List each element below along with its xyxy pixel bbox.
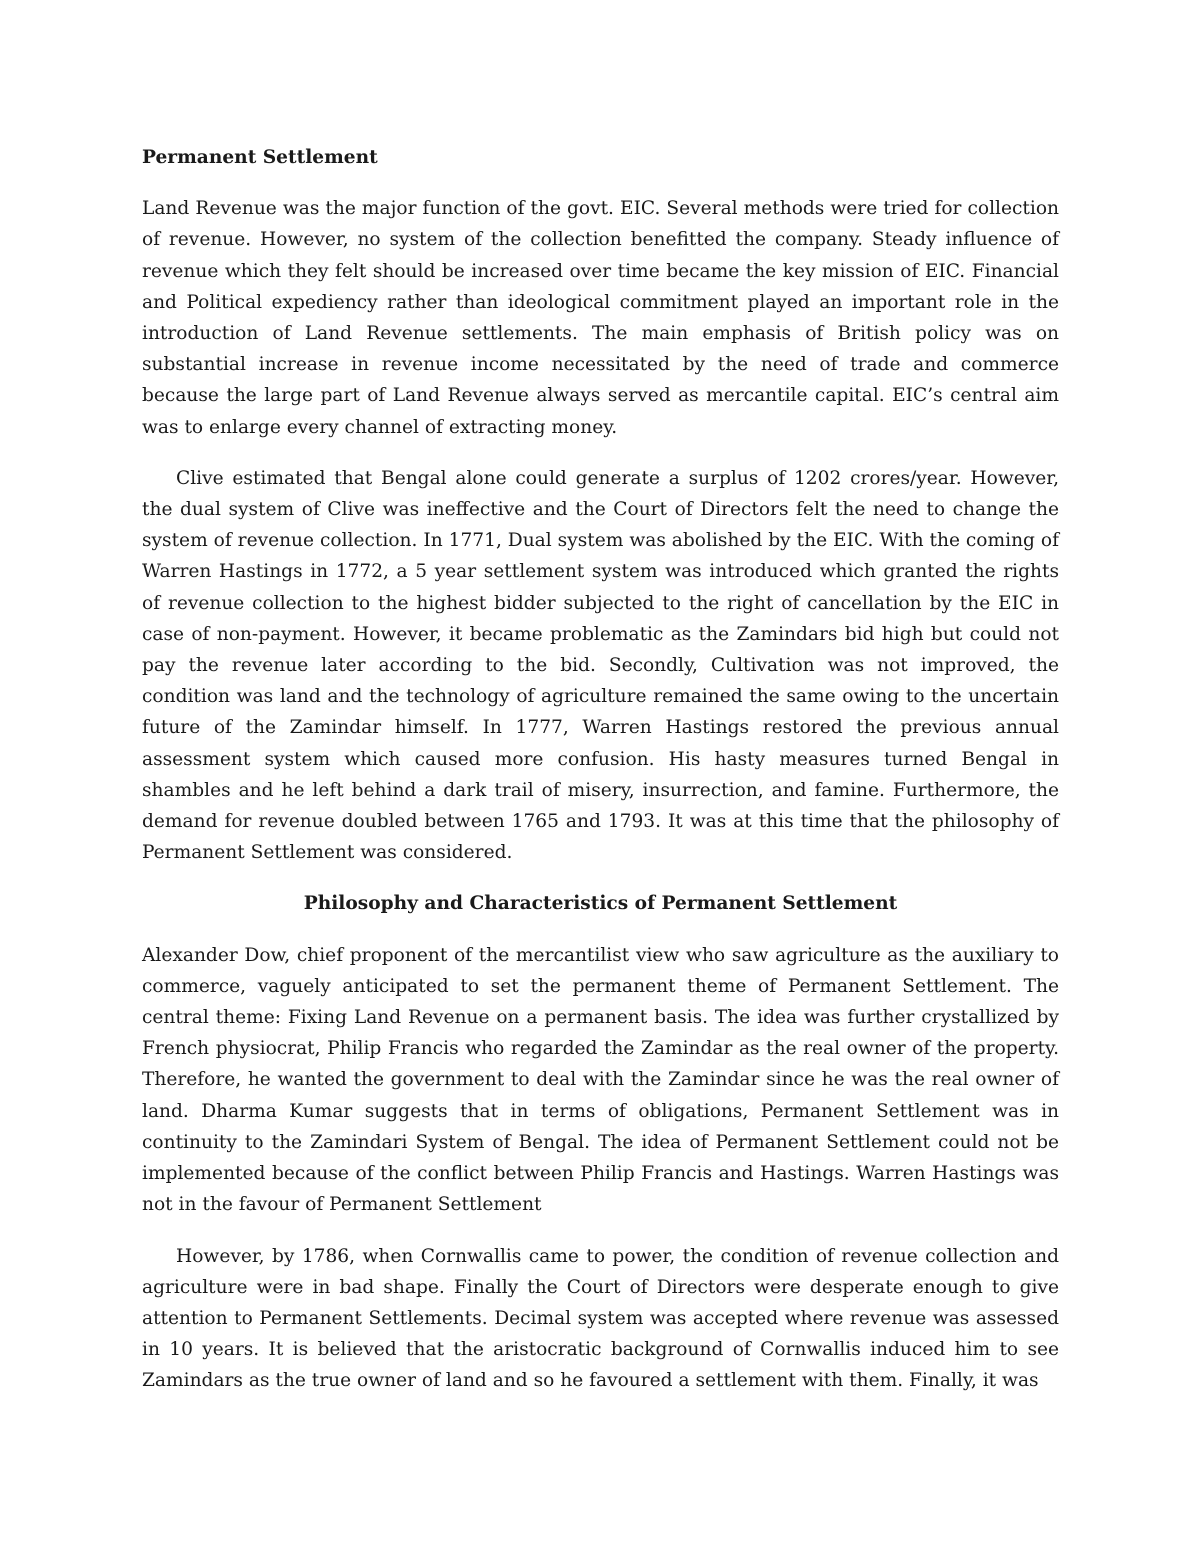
paragraph-intro: Land Revenue was the major function of the govt. EIC. Several methods were tried for collection of revenue. However, no system of the collection benefitted the company. Steady influence of revenue which they felt should be increased over time became the key mission of EIC. Financial and Political expediency rather than ideological commitment played an important role in the introduction of Land Revenue settlements. The main emphasis of British policy was on substantial increase in revenue income necessitated by the need of trade and commerce because the large part of Land Revenue always served as mercantile capital. EIC’s central aim was to enlarge every channel of extracting money.: [142, 198, 1059, 438]
document-body: [142, 142, 1059, 1417]
paragraph-clive: Clive estimated that Bengal alone could generate a surplus of 1202 crores/year. However, the dual system of Clive was ineffective and the Court of Directors felt the need to change the system of revenue collection. In 1771, Dual system was abolished by the EIC. With the coming of Warren Hastings in 1772, a 5 year settlement system was introduced which granted the rights of revenue collection to the highest bidder subjected to the right of cancellation by the EIC in case of non-payment. However, it became problematic as the Zamindars bid high but could not pay the revenue later according to the bid. Secondly, Cultivation was not improved, the condition was land and the technology of agriculture remained the same owing to the uncertain future of the Zamindar himself. In 1777, Warren Hastings restored the previous annual assessment system which caused more confusion. His hasty measures turned Bengal in shambles and he left behind a dark trail of misery, insurrection, and famine. Furthermore, the demand for revenue doubled between 1765 and 1793. It was at this time that the philosophy of Permanent Settlement was considered.: [142, 467, 1059, 864]
paragraph-cornwallis: However, by 1786, when Cornwallis came to power, the condition of revenue collection and agriculture were in bad shape. Finally the Court of Directors were desperate enough to give attention to Permanent Settlements. Decimal system was accepted where revenue was assessed in 10 years. It is believed that the aristocratic background of Cornwallis induced him to see Zamindars as the true owner of land and so he favoured a settlement with them. Finally, it was: [142, 1245, 1059, 1392]
section-heading: Philosophy and Characteristics of Permanent Settlement: [303, 893, 898, 915]
document-title: Permanent Settlement: [142, 147, 378, 168]
paragraph-alexander-dow: Alexander Dow, chief proponent of the mercantilist view who saw agriculture as the auxiliary to commerce, vaguely anticipated to set the permanent theme of Permanent Settlement. The central theme: Fixing Land Revenue on a permanent basis. The idea was further crystallized by French physiocrat, Philip Francis who regarded the Zamindar as the real owner of the property. Therefore, he wanted the government to deal with the Zamindar since he was the real owner of land. Dharma Kumar suggests that in terms of obligations, Permanent Settlement was in continuity to the Zamindari System of Bengal. The idea of Permanent Settlement could not be implemented because of the conflict between Philip Francis and Hastings. Warren Hastings was not in the favour of Permanent Settlement: [142, 944, 1059, 1216]
